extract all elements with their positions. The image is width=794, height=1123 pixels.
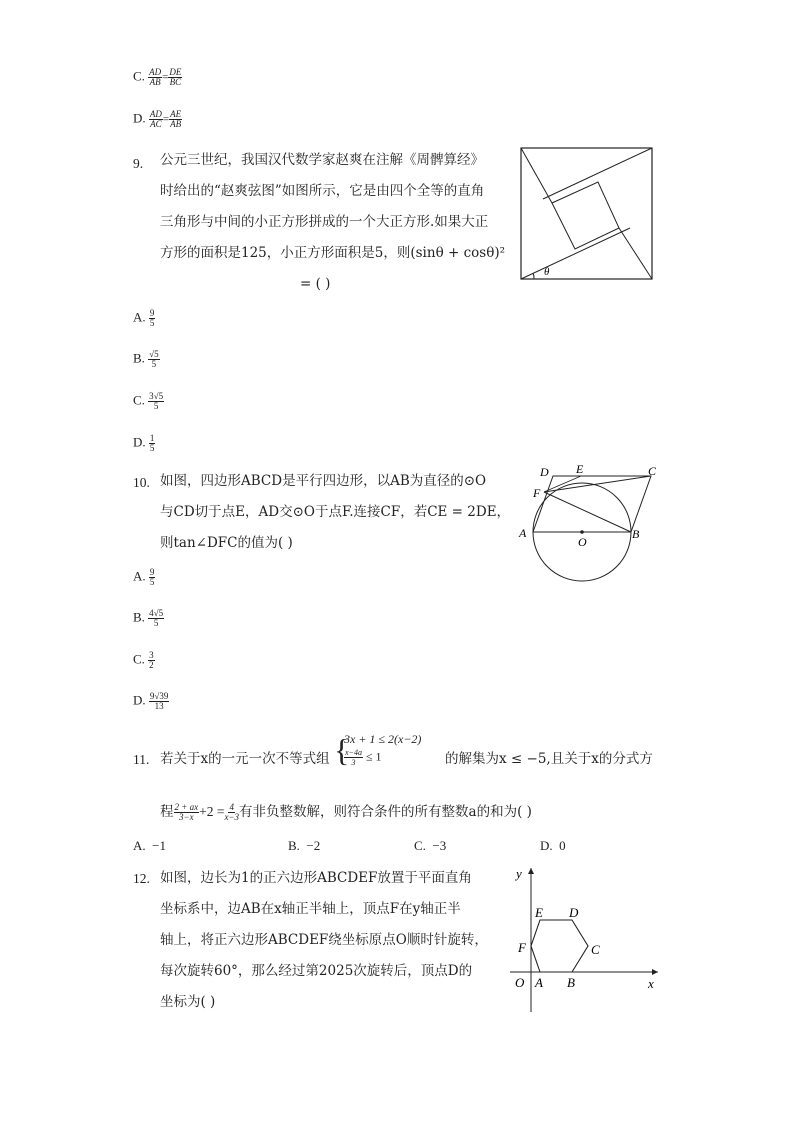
fraction: $\frac{√5}{5}$	[149, 349, 159, 369]
q12-line: 轴上，将正六边形ABCDEF绕坐标原点O顺时针旋转，	[160, 932, 488, 948]
fraction: $\frac{9}{5}$	[149, 567, 155, 587]
fraction: $\frac{3}{2}$	[149, 650, 154, 670]
point-e-label: E	[535, 905, 543, 920]
q9-option-a[interactable]	[133, 309, 155, 328]
point-b-label: B	[567, 975, 575, 990]
y-axis-label: y	[516, 866, 522, 881]
q11-line2: 程 $\frac{2 + ax}{3-x}$ +2 = $\frac{4}{x-3}$ 有非负整数解，则符合条件的所有整数a的和为( )	[160, 802, 532, 822]
option-label: A.	[133, 309, 146, 325]
point-c-label: C	[648, 464, 657, 478]
fraction: $\frac{2 + ax}{3-x}$	[174, 802, 199, 822]
q10-option-d[interactable]	[133, 692, 169, 711]
option-label: D.	[133, 110, 146, 126]
q12-stem	[160, 863, 488, 1018]
point-f-label: F	[518, 940, 526, 955]
q12-line: 如图，边长为1的正六边形ABCDEF放置于平面直角	[160, 870, 472, 886]
option-label: D.	[133, 434, 146, 450]
x-axis-label: x	[648, 976, 654, 991]
fraction: $\frac{4√5}{5}$	[149, 608, 164, 628]
circle-parallelogram-figure	[515, 462, 665, 587]
origin-label: O	[515, 975, 525, 990]
q10-stem	[160, 466, 510, 559]
question-number: 9.	[133, 156, 144, 171]
q12-line: 每次旋转60°，那么经过第2025次旋转后，顶点D的	[160, 963, 473, 979]
q11-line1: 若关于x的一元一次不等式组	[160, 751, 330, 767]
q10-line: 则tan∠DFC的值为( )	[160, 535, 293, 551]
point-e-label: E	[576, 462, 584, 476]
q8-option-c[interactable]: C. $\frac{AD}{AB}$ = $\frac{DE}{BC}$	[133, 67, 182, 87]
q11-option-b[interactable]: B. −2	[288, 838, 321, 853]
q9-line: 三角形与中间的小正方形拼成的一个大正方形.如果大正	[160, 214, 489, 230]
point-a-label: A	[519, 526, 527, 540]
inequality-2: $\frac{x-4a}{3}$ ≤ 1	[345, 748, 382, 767]
q8-option-d[interactable]: D. $\frac{AD}{AC}$ = $\frac{AE}{AB}$	[133, 109, 182, 129]
q11-line1-post: 的解集为x ≤ −5,且关于x的分式方	[445, 751, 653, 767]
point-b-label: B	[632, 527, 640, 541]
hexagon-coordinate-figure	[500, 860, 670, 1020]
q9-line: 方形的面积是125，小正方形面积是5，则(sinθ + cosθ)²	[160, 245, 506, 261]
point-f-label: F	[533, 486, 541, 500]
fraction: $\frac{4}{x-3}$	[224, 802, 240, 822]
option-label: C.	[133, 68, 145, 84]
option-label: B.	[133, 350, 145, 366]
theta-label: θ	[544, 266, 550, 278]
point-a-label: A	[535, 975, 543, 990]
option-label: C.	[133, 651, 145, 667]
q11-option-c[interactable]: C. −3	[414, 838, 447, 853]
option-label: D.	[133, 692, 146, 708]
inequality-1: 3x + 1 ≤ 2(x−2)	[344, 732, 422, 746]
fraction: $\frac{9}{5}$	[149, 308, 155, 328]
q12-line: 坐标系中，边AB在x轴正半轴上，顶点F在y轴正半	[160, 901, 461, 917]
q9-stem	[160, 145, 505, 300]
q10-option-a[interactable]	[133, 568, 155, 587]
fraction: $\frac{3√5}{5}$	[149, 391, 164, 411]
fraction: $\frac{AD}{AB}$	[149, 67, 162, 87]
point-d-label: D	[540, 465, 549, 479]
fraction: $\frac{AD}{AC}$	[149, 109, 162, 129]
question-number: 12.	[133, 871, 150, 886]
question-number: 11.	[133, 752, 150, 767]
point-d-label: D	[569, 905, 579, 920]
point-o-label: O	[578, 535, 587, 549]
q12-line: 坐标为( )	[160, 994, 216, 1010]
option-label: A.	[133, 568, 146, 584]
fraction: $\frac{9√39}{13}$	[149, 691, 169, 711]
fraction: $\frac{1}{5}$	[149, 433, 155, 453]
q10-option-c[interactable]	[133, 651, 155, 670]
zhao-shuang-figure	[520, 147, 654, 281]
q11-option-a[interactable]: A. −1	[133, 838, 166, 853]
option-label: C.	[133, 392, 145, 408]
q9-line: 时给出的“赵爽弦图”如图所示，它是由四个全等的直角	[160, 183, 485, 199]
q9-option-d[interactable]	[133, 434, 155, 453]
fraction: $\frac{AE}{AB}$	[170, 109, 182, 129]
q10-line: 如图，四边形ABCD是平行四边形，以AB为直径的⊙O	[160, 473, 487, 489]
fraction: $\frac{DE}{BC}$	[169, 67, 182, 87]
q9-line: = ( )	[300, 276, 331, 292]
q10-option-b[interactable]	[133, 609, 164, 628]
option-label: B.	[133, 609, 145, 625]
q11-option-d[interactable]: D. 0	[540, 838, 566, 853]
inequality-system	[334, 732, 421, 767]
q9-line: 公元三世纪，我国汉代数学家赵爽在注解《周髀算经》	[160, 152, 484, 168]
q9-option-c[interactable]	[133, 392, 164, 411]
q9-option-b[interactable]	[133, 350, 160, 369]
brace: {	[334, 732, 350, 768]
q10-line: 与CD切于点E，AD交⊙O于点F.连接CF，若CE = 2DE，	[160, 504, 511, 520]
question-number: 10.	[133, 475, 150, 490]
point-c-label: C	[591, 942, 600, 957]
